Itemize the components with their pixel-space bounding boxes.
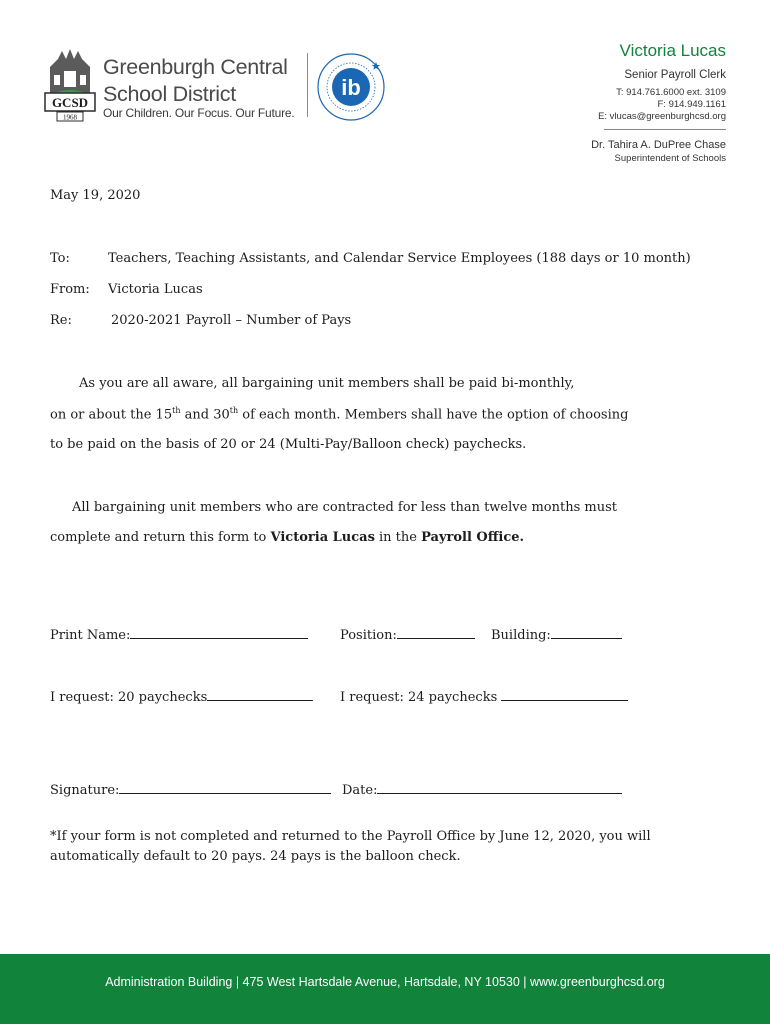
default-pays-footnote: *If your form is not completed and returned to the Payroll Office by June 12, 2020, you will automatically default to 20 pays. 24 pays is the balloon check. — [50, 829, 651, 864]
district-name — [103, 54, 288, 108]
date-input[interactable] — [377, 779, 622, 794]
memo-re-label: Re: — [50, 313, 72, 328]
emblem-badge-text: GCSD — [51, 95, 89, 110]
signature-label: Signature: — [50, 783, 120, 798]
position-field — [340, 624, 475, 643]
contact-name: Victoria Lucas — [619, 41, 726, 60]
paragraph2-line1: All bargaining unit members who are contracted for less than twelve months must — [72, 500, 617, 515]
memo-from-label: From: — [50, 282, 90, 297]
payroll-office: Payroll Office. — [421, 530, 525, 545]
contact-phone: T: 914.761.6000 ext. 3109 — [616, 87, 726, 98]
request-20-input[interactable] — [207, 686, 313, 701]
contact-divider — [604, 129, 726, 130]
request-24-input[interactable] — [501, 686, 628, 701]
memo-date: May 19, 2020 — [50, 188, 141, 203]
memo-to-value: Teachers, Teaching Assistants, and Calendar Service Employees (188 days or 10 month) — [108, 251, 691, 266]
district-name-line1: Greenburgh Central — [103, 55, 288, 79]
building-field — [491, 624, 622, 643]
superintendent-name: Dr. Tahira A. DuPree Chase — [591, 139, 726, 151]
paragraph2-line2: complete and return this form to Victoria Lucas in the Payroll Office. — [50, 530, 525, 545]
ib-world-school-logo — [314, 50, 388, 124]
print-name-field — [50, 624, 308, 643]
building-input[interactable] — [551, 624, 622, 639]
contact-email: E: vlucas@greenburghcsd.org — [598, 111, 726, 122]
ib-mark: ib — [341, 75, 361, 100]
request-20-field — [50, 686, 313, 705]
request-24-field — [340, 686, 628, 705]
footer-address: Administration Building | 475 West Hartsdale Avenue, Hartsdale, NY 10530 | www.greenburghcsd.org — [105, 975, 665, 989]
signature-field — [50, 779, 331, 798]
contact-title: Senior Payroll Clerk — [624, 69, 726, 81]
logo-divider — [307, 53, 308, 117]
memo-to-label: To: — [50, 251, 70, 266]
request-24-label: I request: 24 paychecks — [340, 690, 498, 705]
print-name-label: Print Name: — [50, 628, 131, 643]
contact-block — [591, 40, 726, 165]
emblem-year: 1968 — [63, 113, 77, 122]
request-20-label: I request: 20 paychecks — [50, 690, 208, 705]
district-tagline: Our Children. Our Focus. Our Future. — [103, 106, 295, 120]
building-label: Building: — [491, 628, 551, 643]
footer-bar — [0, 954, 770, 1024]
position-input[interactable] — [397, 624, 475, 639]
paragraph1-line1: As you are all aware, all bargaining unit members shall be paid bi-monthly, — [79, 376, 575, 391]
date-field — [342, 779, 622, 798]
signature-input[interactable] — [119, 779, 331, 794]
print-name-input[interactable] — [130, 624, 308, 639]
district-name-line2: School District — [103, 82, 236, 106]
position-label: Position: — [340, 628, 397, 643]
district-emblem — [44, 45, 96, 123]
contact-fax: F: 914.949.1161 — [657, 99, 726, 110]
paragraph1-line3: to be paid on the basis of 20 or 24 (Multi-Pay/Balloon check) paychecks. — [50, 437, 527, 452]
memo-from-value: Victoria Lucas — [108, 282, 203, 297]
paragraph1-line2: on or about the 15th and 30th of each month. Members shall have the option of choosing — [50, 406, 629, 423]
payroll-contact-name: Victoria Lucas — [270, 530, 375, 545]
date-label: Date: — [342, 783, 378, 798]
memo-re-value: 2020-2021 Payroll – Number of Pays — [111, 313, 352, 328]
superintendent-title: Superintendent of Schools — [614, 153, 726, 164]
